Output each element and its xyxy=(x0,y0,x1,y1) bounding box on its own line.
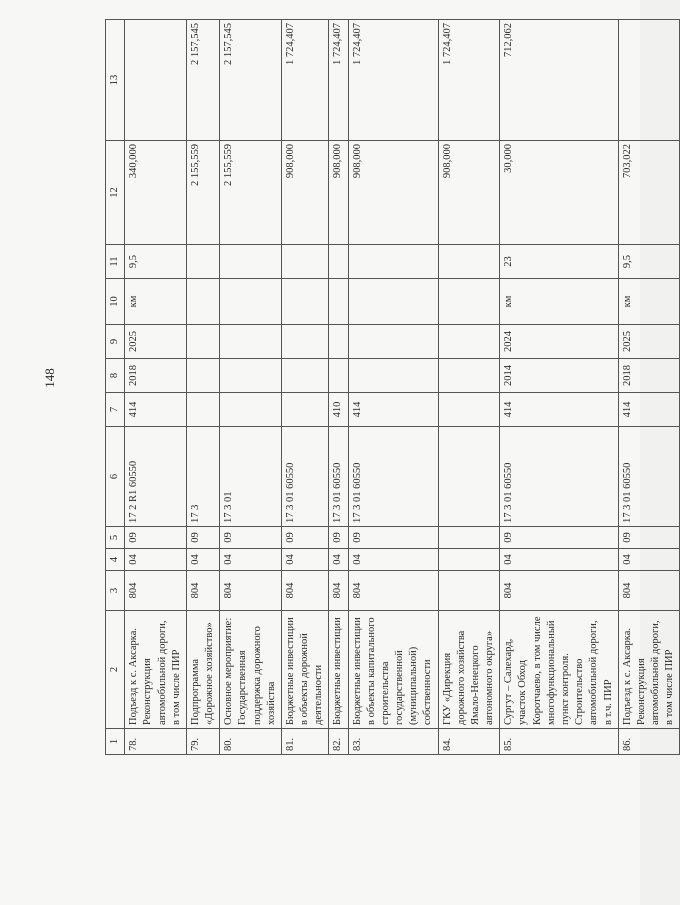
table-cell: 9,5 xyxy=(125,245,187,279)
table-row xyxy=(125,20,187,755)
column-header-11: 11 xyxy=(106,245,125,279)
table-cell: 04 xyxy=(329,549,348,571)
table-cell xyxy=(329,279,348,325)
table-cell: 908,000 xyxy=(329,141,348,245)
table-cell: 804 xyxy=(500,571,618,611)
table-cell: 09 xyxy=(125,527,187,549)
table-cell: 17 3 01 60550 xyxy=(329,427,348,527)
table-row xyxy=(618,20,680,755)
table-cell: 81. xyxy=(281,729,329,755)
column-header-12: 12 xyxy=(106,141,125,245)
table-cell xyxy=(186,359,219,393)
column-header-2: 2 xyxy=(106,611,125,729)
table-cell: ГКУ «Дирекция дорожного хозяйства Ямало-Ненецкого автономного округа» xyxy=(438,611,500,729)
table-row xyxy=(329,20,348,755)
table-cell: 17 3 01 60550 xyxy=(618,427,680,527)
table-cell: км xyxy=(618,279,680,325)
table-cell: 17 3 01 xyxy=(220,427,282,527)
column-header-13: 13 xyxy=(106,20,125,141)
table-cell xyxy=(348,245,438,279)
table-cell: Подъезд к с. Аксарка. Реконструкция автомобильной дороги, в том числе ПИР xyxy=(618,611,680,729)
table-cell: Подъезд к с. Аксарка. Реконструкция автомобильной дороги, в том числе ПИР xyxy=(125,611,187,729)
table-cell: 80. xyxy=(220,729,282,755)
table-cell xyxy=(220,359,282,393)
table-cell: 1 724,407 xyxy=(348,20,438,141)
table-cell: Сургут – Салехард, участок Обход Коротчаево, в том числе многофункциональный пункт контроля. Строительство автомобильной дороги, в т.ч. ПИР xyxy=(500,611,618,729)
table-cell: 09 xyxy=(618,527,680,549)
table-cell: Бюджетные инвестиции в объекты дорожной деятельности xyxy=(281,611,329,729)
table-cell: 79. xyxy=(186,729,219,755)
table-cell: 04 xyxy=(186,549,219,571)
table-cell xyxy=(348,279,438,325)
table-cell: 804 xyxy=(281,571,329,611)
table-cell xyxy=(438,325,500,359)
table-cell: 09 xyxy=(348,527,438,549)
table-row xyxy=(500,20,618,755)
table-cell: 340,000 xyxy=(125,141,187,245)
table-cell: 17 3 01 60550 xyxy=(281,427,329,527)
table-cell: 17 3 xyxy=(186,427,219,527)
table-cell xyxy=(438,359,500,393)
column-header-7: 7 xyxy=(106,393,125,427)
table-cell: 04 xyxy=(220,549,282,571)
table-cell: 1 724,407 xyxy=(329,20,348,141)
table-cell: 09 xyxy=(186,527,219,549)
table-cell: 86. xyxy=(618,729,680,755)
table-cell xyxy=(281,359,329,393)
column-header-4: 4 xyxy=(106,549,125,571)
table-cell xyxy=(348,359,438,393)
table-cell: 414 xyxy=(500,393,618,427)
table-cell: 17 3 01 60550 xyxy=(500,427,618,527)
table-cell xyxy=(220,245,282,279)
table-cell: 1 724,407 xyxy=(281,20,329,141)
table-cell: 85. xyxy=(500,729,618,755)
column-header-8: 8 xyxy=(106,359,125,393)
table-cell: 703,022 xyxy=(618,141,680,245)
table-cell: 2014 xyxy=(500,359,618,393)
table-row xyxy=(220,20,282,755)
table-row xyxy=(186,20,219,755)
table-cell xyxy=(186,393,219,427)
table-cell xyxy=(438,549,500,571)
table-cell xyxy=(618,20,680,141)
column-header-3: 3 xyxy=(106,571,125,611)
column-header-10: 10 xyxy=(106,279,125,325)
table-cell: 09 xyxy=(220,527,282,549)
table-cell xyxy=(438,571,500,611)
table-cell: 04 xyxy=(618,549,680,571)
table-cell: 804 xyxy=(220,571,282,611)
table-cell: 908,000 xyxy=(438,141,500,245)
table-cell: 414 xyxy=(348,393,438,427)
table-cell: 83. xyxy=(348,729,438,755)
table-cell: 804 xyxy=(348,571,438,611)
table-row xyxy=(348,20,438,755)
table-cell: Подпрограмма «Дорожное хозяйство» xyxy=(186,611,219,729)
table-cell xyxy=(438,393,500,427)
table-cell: 04 xyxy=(281,549,329,571)
table-cell: 17 3 01 60550 xyxy=(348,427,438,527)
table-cell: км xyxy=(500,279,618,325)
table-cell: Бюджетные инвестиции в объекты капитального строительства государственной (муниципальной) собственности xyxy=(348,611,438,729)
table-cell: 410 xyxy=(329,393,348,427)
table-cell: 804 xyxy=(618,571,680,611)
table-cell xyxy=(329,325,348,359)
table-cell: 2 155,559 xyxy=(186,141,219,245)
table-cell xyxy=(438,279,500,325)
table-cell xyxy=(125,20,187,141)
table-row xyxy=(281,20,329,755)
column-header-1: 1 xyxy=(106,729,125,755)
table-cell xyxy=(220,279,282,325)
table-cell: 2024 xyxy=(500,325,618,359)
table-cell: 04 xyxy=(500,549,618,571)
header-row xyxy=(106,20,125,755)
table-cell xyxy=(186,279,219,325)
table-cell: 78. xyxy=(125,729,187,755)
table-cell xyxy=(329,359,348,393)
table-cell: 712,062 xyxy=(500,20,618,141)
column-header-6: 6 xyxy=(106,427,125,527)
table-cell: 804 xyxy=(186,571,219,611)
table-cell: 09 xyxy=(329,527,348,549)
table-cell xyxy=(186,325,219,359)
table-cell xyxy=(186,245,219,279)
table-cell xyxy=(281,325,329,359)
table-cell: 2025 xyxy=(618,325,680,359)
table-cell: 2018 xyxy=(618,359,680,393)
table-cell xyxy=(281,393,329,427)
table-body xyxy=(125,20,680,755)
table-cell: 2 157,545 xyxy=(186,20,219,141)
table-cell xyxy=(220,325,282,359)
table-cell: 908,000 xyxy=(348,141,438,245)
table-cell: 82. xyxy=(329,729,348,755)
table-cell xyxy=(329,245,348,279)
table-cell: км xyxy=(125,279,187,325)
table-cell xyxy=(281,279,329,325)
table-cell xyxy=(438,527,500,549)
table-cell xyxy=(438,245,500,279)
table-cell: 908,000 xyxy=(281,141,329,245)
table-cell: 09 xyxy=(500,527,618,549)
table-cell: Бюджетные инвестиции xyxy=(329,611,348,729)
table-cell: 84. xyxy=(438,729,500,755)
column-header-9: 9 xyxy=(106,325,125,359)
table-cell: 2018 xyxy=(125,359,187,393)
table-cell: 9,5 xyxy=(618,245,680,279)
table-cell: 30,000 xyxy=(500,141,618,245)
budget-table-rotated xyxy=(105,20,676,755)
table-cell: 1 724,407 xyxy=(438,20,500,141)
table-cell: 23 xyxy=(500,245,618,279)
table-cell: 804 xyxy=(329,571,348,611)
table-cell xyxy=(281,245,329,279)
table-cell: 04 xyxy=(125,549,187,571)
table-cell: 2025 xyxy=(125,325,187,359)
table-cell: Основное мероприятие: Государственная поддержка дорожного хозяйства xyxy=(220,611,282,729)
table-cell xyxy=(438,427,500,527)
budget-table xyxy=(105,19,680,755)
column-header-5: 5 xyxy=(106,527,125,549)
table-cell: 414 xyxy=(125,393,187,427)
table-cell: 2 157,545 xyxy=(220,20,282,141)
table-cell: 09 xyxy=(281,527,329,549)
table-cell: 2 155,559 xyxy=(220,141,282,245)
table-cell: 414 xyxy=(618,393,680,427)
table-row xyxy=(438,20,500,755)
table-cell xyxy=(348,325,438,359)
page-number: 148 xyxy=(41,368,57,388)
table-cell xyxy=(220,393,282,427)
table-cell: 17 2 R1 60550 xyxy=(125,427,187,527)
table-cell: 04 xyxy=(348,549,438,571)
table-cell: 804 xyxy=(125,571,187,611)
